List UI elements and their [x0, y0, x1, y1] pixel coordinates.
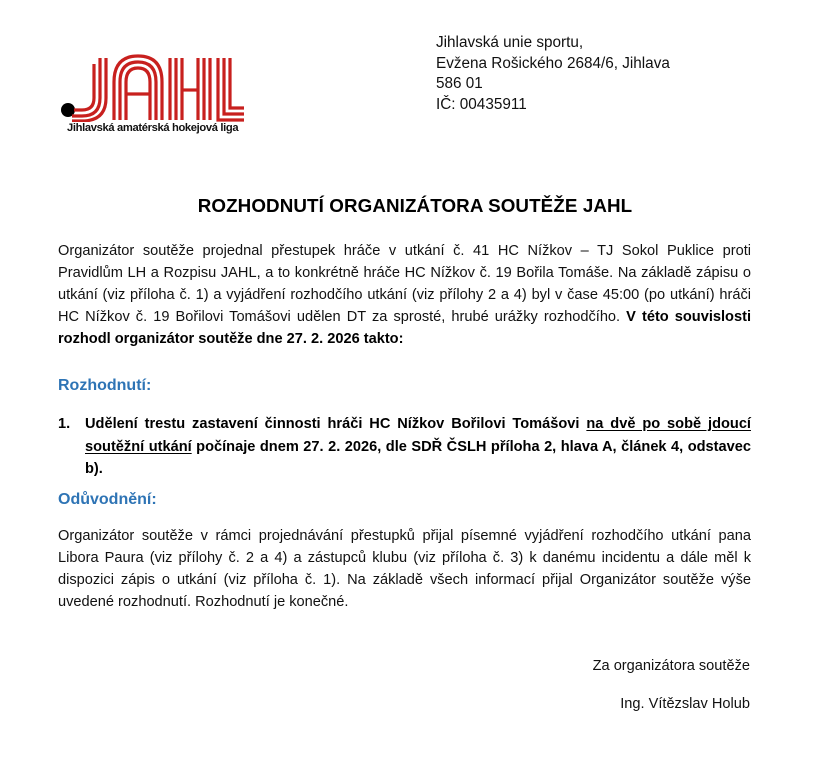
logo-subtitle: Jihlavská amatérská hokejová liga — [67, 122, 239, 134]
jahl-logo — [58, 50, 258, 140]
intro-paragraph — [58, 240, 751, 350]
organization-address — [436, 33, 670, 115]
decision-item-number: 1. — [58, 416, 71, 432]
jahl-logo-mark — [58, 50, 248, 122]
decision-text-before: Udělení trestu zastavení činnosti hráči HC Nížkov Bořilovi Tomášovi — [85, 416, 587, 432]
address-line-street: Evžena Rošického 2684/6, Jihlava — [436, 54, 670, 72]
address-line-name: Jihlavská unie sportu, — [436, 34, 584, 51]
signature-caption: Za organizátora soutěže — [592, 658, 750, 674]
decision-list — [58, 413, 751, 481]
address-line-ico: IČ: 00435911 — [436, 95, 527, 113]
decision-underlined-text: na dvě po sobě jdoucí soutěžní utkání — [85, 416, 751, 455]
decision-heading: Rozhodnutí: — [58, 377, 152, 394]
decision-text-after: počínaje dnem 27. 2. 2026, dle SDŘ ČSLH příloha 2, hlava A, článek 4, odstavec b). — [85, 438, 751, 477]
document-title: ROZHODNUTÍ ORGANIZÁTORA SOUTĚŽE JAHL — [197, 195, 633, 216]
address-line-zip: 586 01 — [436, 75, 483, 92]
decision-item-text — [85, 413, 751, 481]
intro-bold-text: V této souvislosti rozhodl organizátor soutěže dne 27. 2. 2026 takto: — [58, 309, 752, 347]
intro-text: Organizátor soutěže projednal přestupek hráče v utkání č. 41 HC Nížkov – TJ Sokol Puklice proti Pravidlům LH a Rozpisu JAHL, a to konkrétně hráče HC Nížkov č. 19 Bořila Tomáše. Na základě zápisu o utkání (viz příloha č. 1) a vyjádření rozhodčího utkání (viz přílohy 2 a 4) byl v čase 45:00 (po utkání) hráči HC Nížkov č. 19 Bořilovi Tomášovi udělen DT za sprosté, hrubé urážky rozhodčího. — [58, 243, 751, 325]
reasoning-paragraph: Organizátor soutěže v rámci projednávání přestupků přijal písemné vyjádření rozhodčího utkání pana Libora Paura (viz přílohy č. 2 a 4) a zástupců klubu (viz příloha č. 3) k danému incidentu a dále měl k dispozici zápis o utkání (viz příloha č. 1). Na základě všech informací přijal Organizátor soutěže výše uvedené rozhodnutí. Rozhodnutí je konečné. — [58, 528, 751, 610]
reasoning-heading: Odůvodnění: — [58, 491, 157, 508]
signature-name: Ing. Vítězslav Holub — [620, 696, 750, 712]
